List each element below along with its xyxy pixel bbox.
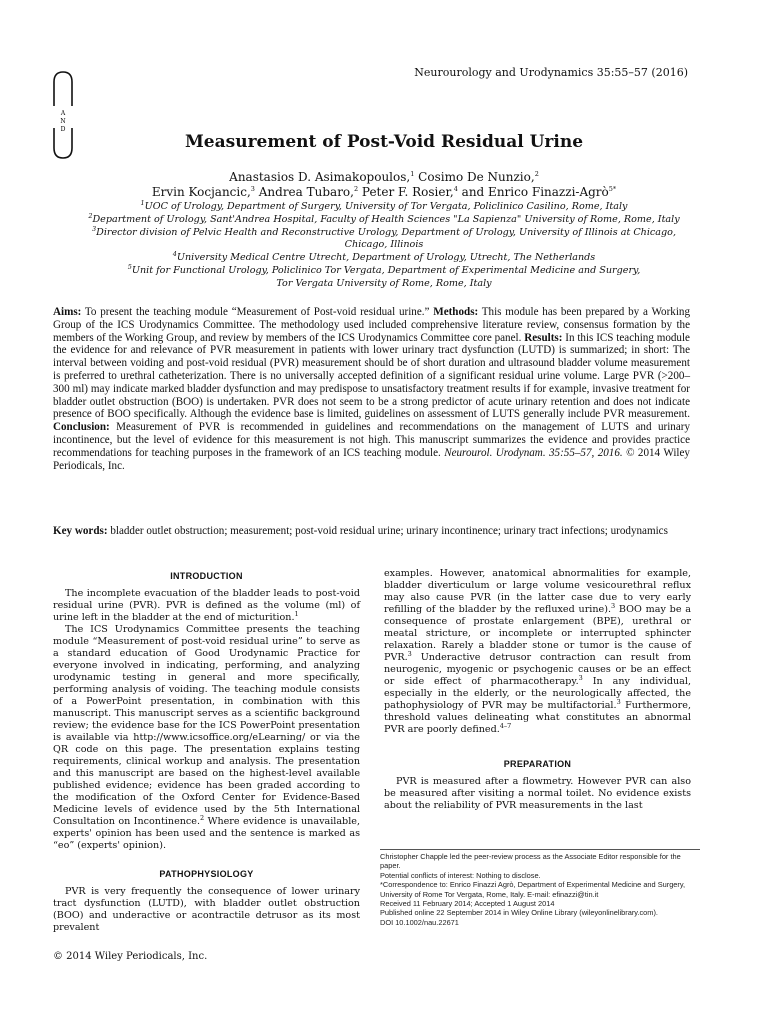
author-sup: 2 [534,170,539,178]
author-name: Andrea Tubaro, [254,185,354,199]
logo-letter-d: D [60,126,66,133]
affiliation: Tor Vergata University of Rome, Rome, Italy [276,277,492,289]
footnote-conflicts: Potential conflicts of interest: Nothing to disclose. [380,870,541,880]
footnote-doi: DOI 10.1002/nau.22671 [380,917,459,927]
right-column [384,568,691,812]
author-name: Cosimo De Nunzio, [414,170,535,184]
body-paragraph: The incomplete evacuation of the bladder leads to post-void residual urine (PVR). PVR is defined as the volume (ml) of urine left in the bladder at the end of micturition.$^1$ [53,588,360,623]
affiliation: Chicago, Illinois [344,239,424,251]
section-heading-introduction: INTRODUCTION [170,571,243,581]
journal-reference: Neurourology and Urodynamics 35:55–57 (2016) [414,66,688,79]
paper-title: Measurement of Post-Void Residual Urine [184,132,584,152]
affiliation: $^3$Director division of Pelvic Health and Reconstructive Urology, Department of Urology, University of Illinois at Chicago, [91,224,676,238]
keywords [53,525,690,539]
abstract-aims-label: Aims: [53,306,82,318]
author-sup: 5* [608,185,617,193]
footnote-block [380,849,700,927]
section-heading-pathophysiology: PATHOPHYSIOLOGY [159,869,254,879]
abstract-results-text: In this ICS teaching module the evidence for and relevance of PVR measurement in patients with lower urinary tract dysfunction (LUTD) is summarized; in short: The interval between voiding and post-void residual (PVR) measurement should be of short duration and ultrasound bladder volume measurement is preferred to urethral catheterization. There is no universally accepted definition of a significant residual urine volume. Large PVR (>200–300 ml) may indicate marked bladder dysfunction and may predispose to unsatisfactory treatment results if for example, invasive treatment for bladder outlet obstruction (BOO) is undertaken. PVR does not seem to be a strong predictor of acute urinary retention and does not indicate presence of BOO specifically. Although the evidence base is limited, guidelines on assessment of LUTS generally include PVR measurement. [53,331,690,421]
abstract-methods-text: This module has been prepared by a Working Group of the ICS Urodynamics Committee. The methodology used included comprehensive literature review, consensus formation by the members of the Working Group, and review by members of the ICS Urodynamics Committee core panel. [53,306,690,344]
author-sup: 3 [250,185,255,193]
abstract-conclusion-text: Measurement of PVR is recommended in guidelines and recommendations on the management of LUTS and urinary incontinence, but the level of evidence for this measurement is not high. This manuscript summarizes the evidence and provides practice recommendations for teaching purposes in the framework of an ICS teaching module. [53,421,690,459]
affiliation: $^2$Department of Urology, Sant'Andrea Hospital, Faculty of Health Sciences "La Sapienza" University of Rome, Rome, Italy [88,211,680,225]
abstract-conclusion-label: Conclusion: [53,421,110,434]
logo-letter-n: N [60,118,66,125]
body-paragraph: examples. However, anatomical abnormalities for example, bladder diverticulum or large volume vesicourethral reflux may also cause PVR (in the latter case due to very early refilling of the bladder by the refluxed urine).$^3$ BOO may be a consequence of prostate enlargement (BPE), urethral or meatal stricture, or incomplete or interrupted sphincter relaxation. Rarely a bladder stone or tumor is the cause of PVR.$^3$ Underactive detrusor contraction can result from neurogenic, myogenic or psychogenic causes or be an effect or side effect of pharmacotherapy.$^3$ In any individual, especially in the elderly, or the neurologically affected, the pathophysiology of PVR may be multifactorial.$^3$ Furthermore, threshold values delineating what constitutes an abnormal PVR are poorly defined.$^{4-7}$ [384,568,691,735]
author-sup: 1 [410,170,415,178]
abstract-results-label: Results: [524,331,563,344]
body-paragraph: The ICS Urodynamics Committee presents the teaching module “Measurement of post-void residual urine” to serve as a standard education of Good Urodynamic Practice for everyone involved in indicating, performing, and analyzing urodynamic testing in general and more specifically, performing analysis of voiding. The teaching module consists of a PowerPoint presentation, in combination with this manuscript. This manuscript serves as a scientific background review; the evidence base for the ICS PowerPoint presentation is available via http://www.icsoffice.org/eLearning/ or via the QR code on this page. The presentation explains testing requirements, clinical workup and analysis. The presentation and this manuscript are based on the highest-level available published evidence; evidence has been graded according to the modification of the Oxford Center for Evidence-Based Medicine levels of evidence used by the 5th International Consultation on Incontinence.$^2$ Where evidence is unavailable, experts' opinion has been used and the sentence is marked as “eo” (experts' opinion). [53,624,360,851]
affiliation: $^4$University Medical Centre Utrecht, Department of Urology, Utrecht, The Netherlands [172,250,596,264]
affiliation-list [50,198,718,291]
affiliation: $^1$UOC of Urology, Department of Surgery, University of Tor Vergata, Policlinico Casilino, Rome, Italy [140,198,628,212]
footnote-correspondence: *Correspondence to: Enrico Finazzi Agrò, Department of Experimental Medicine and Surgery, University of Rome Tor Vergata, Rome, Italy. E-mail: efinazzi@tin.it [380,880,686,899]
author-name: and Enrico Finazzi-Agrò [457,185,609,199]
author-list [60,170,708,200]
author-name: Peter F. Rosier, [358,185,454,199]
footnote-editor: Christopher Chapple led the peer-review process as the Associate Editor responsible for the paper. [380,852,681,871]
body-paragraph: PVR is measured after a flowmetry. However PVR can also be measured after visiting a normal toilet. No evidence exists about the reliability of PVR measurements in the last [384,776,691,811]
author-sup: 4 [453,185,458,193]
author-name: Anastasios D. Asimakopoulos, [229,170,411,184]
abstract-copyright: © 2014 Wiley Periodicals, Inc. [53,446,690,472]
body-paragraph: PVR is very frequently the consequence of lower urinary tract dysfunction (LUTD), with bladder outlet obstruction (BOO) and underactive or acontractile detrusor as its most prevalent [53,886,360,933]
section-heading-preparation: PREPARATION [503,759,572,769]
keywords-label: Key words: [53,525,108,537]
affiliation: $^5$Unit for Functional Urology, Policlinico Tor Vergata, Department of Experimental Medicine and Surgery, [127,262,641,276]
abstract [53,306,690,472]
logo-letter-a: A [60,110,66,117]
footnote-published: Published online 22 September 2014 in Wiley Online Library (wileyonlinelibrary.com). [380,908,658,918]
keywords-text: bladder outlet obstruction; measurement; post-void residual urine; urinary incontinence; urinary tract infections; urodynamics [107,525,668,537]
abstract-aims-text: To present the teaching module “Measurement of Post-void residual urine.” [81,306,434,318]
author-sup: 2 [353,185,359,193]
footnote-received: Received 11 February 2014; Accepted 1 August 2014 [380,899,555,909]
page-copyright: © 2014 Wiley Periodicals, Inc. [53,951,208,962]
abstract-citation: Neurourol. Urodynam. 35:55–57, 2016. [444,446,623,459]
left-column [53,568,360,934]
abstract-methods-label: Methods: [433,306,479,318]
author-name: Ervin Kocjancic, [151,185,251,199]
